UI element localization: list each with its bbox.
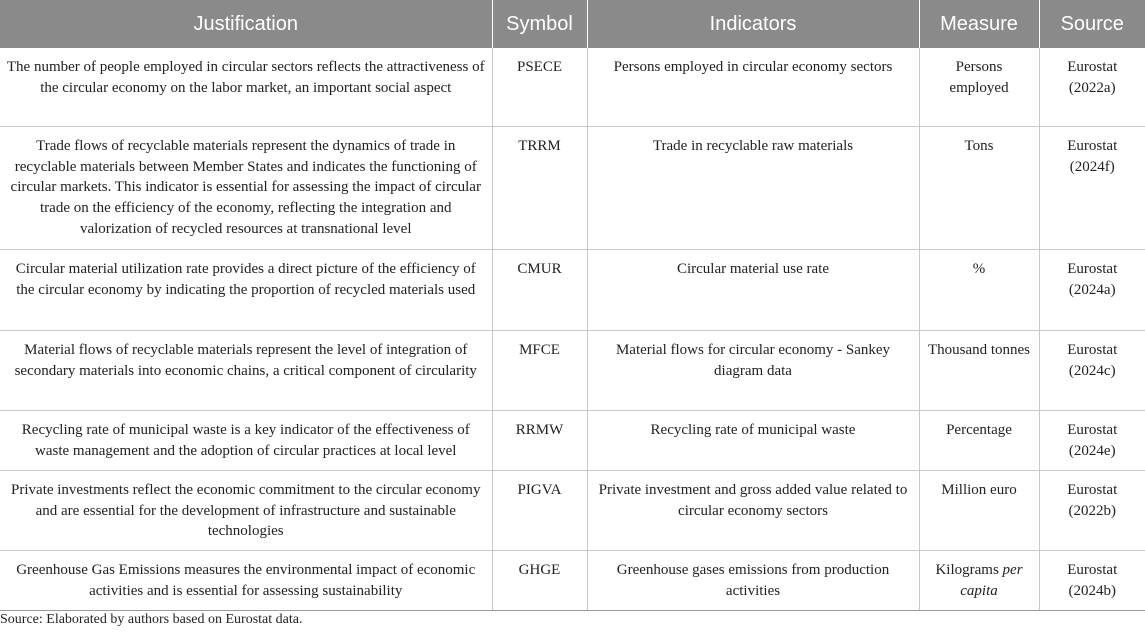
source-cell: Eurostat (2022b)	[1039, 471, 1145, 551]
measure-cell	[919, 471, 1039, 551]
source-cell: Eurostat (2024f)	[1039, 127, 1145, 250]
header-row	[0, 0, 1145, 48]
header-source: Source	[1039, 0, 1145, 48]
measure-emphasis: per capita	[960, 562, 1023, 599]
table-row	[0, 127, 1145, 250]
measure-text: Thousand tonnes	[927, 342, 1031, 358]
table-row	[0, 48, 1145, 127]
source-cell: Eurostat (2024c)	[1039, 331, 1145, 411]
indicator-cell: Circular material use rate	[587, 250, 919, 331]
justification-cell: Recycling rate of municipal waste is a key indicator of the effectiveness of waste management and the adoption of circular practices at local level	[0, 411, 492, 471]
measure-text: Million euro	[941, 482, 1017, 498]
justification-cell: Trade flows of recyclable materials represent the dynamics of trade in recyclable materials between Member States and indicates the functioning of circular markets. This indicator is essential for assessing the impact of circular trade on the efficiency of the economy, reflecting the integration and valorization of recycled resources at transnational level	[0, 127, 492, 250]
symbol-cell: TRRM	[492, 127, 587, 250]
source-cell: Eurostat (2024b)	[1039, 551, 1145, 611]
symbol-cell: CMUR	[492, 250, 587, 331]
measure-cell	[919, 250, 1039, 331]
table-footnote: Source: Elaborated by authors based on Eurostat data.	[0, 612, 303, 627]
indicator-cell: Greenhouse gases emissions from production activities	[587, 551, 919, 611]
justification-cell: Greenhouse Gas Emissions measures the environmental impact of economic activities and is essential for assessing sustainability	[0, 551, 492, 611]
measure-text: Kilograms	[935, 562, 1003, 578]
symbol-cell: MFCE	[492, 331, 587, 411]
indicator-cell: Recycling rate of municipal waste	[587, 411, 919, 471]
symbol-cell: GHGE	[492, 551, 587, 611]
measure-text: Persons employed	[949, 59, 1009, 96]
measure-cell	[919, 127, 1039, 250]
source-cell: Eurostat (2022a)	[1039, 48, 1145, 127]
indicator-cell: Trade in recyclable raw materials	[587, 127, 919, 250]
table-row	[0, 551, 1145, 611]
measure-text: Tons	[964, 138, 994, 154]
justification-cell: Private investments reflect the economic commitment to the circular economy and are essential for the development of infrastructure and sustainable technologies	[0, 471, 492, 551]
indicator-cell: Persons employed in circular economy sectors	[587, 48, 919, 127]
header-measure: Measure	[919, 0, 1039, 48]
measure-text: Percentage	[946, 422, 1012, 438]
header-indicators: Indicators	[587, 0, 919, 48]
table-row	[0, 250, 1145, 331]
indicator-cell: Material flows for circular economy - Sankey diagram data	[587, 331, 919, 411]
measure-cell	[919, 331, 1039, 411]
header-justification: Justification	[0, 0, 492, 48]
measure-cell	[919, 48, 1039, 127]
table-row	[0, 471, 1145, 551]
symbol-cell: PSECE	[492, 48, 587, 127]
table-row	[0, 331, 1145, 411]
justification-cell: Material flows of recyclable materials represent the level of integration of secondary materials into economic chains, a critical component of circularity	[0, 331, 492, 411]
source-cell: Eurostat (2024e)	[1039, 411, 1145, 471]
measure-cell	[919, 551, 1039, 611]
justification-cell: Circular material utilization rate provides a direct picture of the efficiency of the circular economy by indicating the proportion of recycled materials used	[0, 250, 492, 331]
symbol-cell: PIGVA	[492, 471, 587, 551]
header-symbol: Symbol	[492, 0, 587, 48]
measure-text: %	[972, 261, 986, 277]
source-cell: Eurostat (2024a)	[1039, 250, 1145, 331]
symbol-cell: RRMW	[492, 411, 587, 471]
measure-cell	[919, 411, 1039, 471]
justification-cell: The number of people employed in circular sectors reflects the attractiveness of the circular economy on the labor market, an important social aspect	[0, 48, 492, 127]
indicator-cell: Private investment and gross added value related to circular economy sectors	[587, 471, 919, 551]
table-row	[0, 411, 1145, 471]
